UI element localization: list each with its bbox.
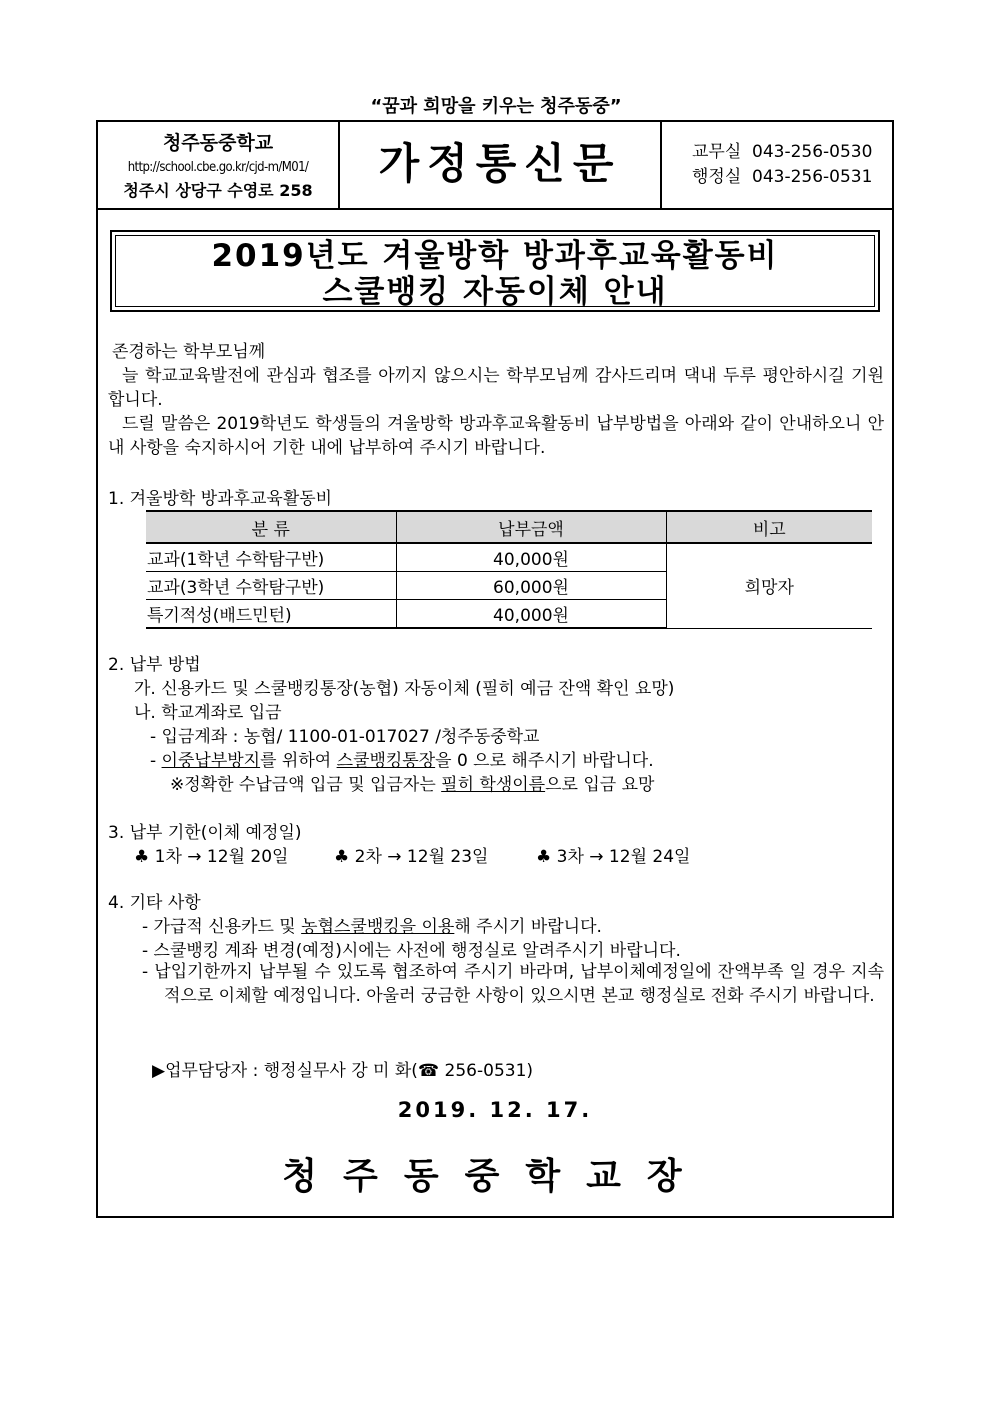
section1-heading: 1. 겨울방학 방과후교육활동비 [108,489,333,509]
newsletter-frame [96,120,894,1218]
deadline-round: ♣ 1차 → 12월 20일 [134,847,289,867]
issue-date: 2019. 12. 17. [397,1098,593,1122]
intro-paragraph-1: 늘 학교교육발전에 관심과 협조를 아끼지 않으시는 학부모님께 감사드리며 댁내 두루 평안하시길 기원합니다. [108,366,884,410]
note-cell: 희망자 [666,543,872,628]
other-item-1-underline: 농협스쿨뱅킹을 이용 [301,917,455,937]
school-url[interactable]: http://school.cbe.go.kr/cjd-m/M01/ [127,160,309,175]
table-row [146,543,872,572]
school-info [98,122,340,208]
account-line: - 입금계좌 : 농협/ 1100-01-017027 /청주동중학교 [150,727,540,747]
amount-cell: 40,000원 [396,543,666,572]
phone-row [692,165,872,190]
other-item-1 [142,912,602,937]
double-pay-suffix: 을 0 으로 해주시기 바랍니다. [435,751,654,771]
contact-suffix: 256-0531) [439,1061,534,1081]
amount-cell: 60,000원 [396,572,666,600]
payment-item-a: 가. 신용카드 및 스쿨뱅킹통장(농협) 자동이체 (필히 예금 잔액 확인 요망) [134,679,675,699]
category-cell: 교과(3학년 수학탐구반) [146,572,396,600]
header [98,122,892,210]
phone-number: 043-256-0531 [752,167,873,187]
section4-heading: 4. 기타 사항 [108,893,201,913]
payment-item-b: 나. 학교계좌로 입금 [134,703,282,723]
column-header: 비고 [666,511,872,543]
double-pay-mid: 를 위하여 [260,751,337,771]
table-header-row [146,511,872,543]
category-cell: 특기적성(배드민턴) [146,600,396,629]
phone-icon: ☎ [417,1061,440,1081]
deposit-note-prefix: ※정확한 수납금액 입금 및 입금자는 [170,775,442,795]
contact-phones [692,140,872,190]
notice-title-line1: 2019년도 겨울방학 방과후교육활동비 [211,238,779,274]
double-pay-underline-2: 스쿨뱅킹통장 [336,751,436,771]
notice-title-inner [115,235,875,310]
category-cell: 교과(1학년 수학탐구반) [146,543,396,572]
contact-person [152,1056,533,1081]
amount-cell: 40,000원 [396,600,666,629]
section3-heading: 3. 납부 기한(이체 예정일) [108,823,302,843]
principal-signature: 청주동중학교장 [282,1156,708,1197]
deposit-note-underline: 필히 학생이름 [441,775,546,795]
deposit-note [170,770,654,795]
school-address: 청주시 상당구 수영로 258 [123,181,313,200]
greeting: 존경하는 학부모님께 [112,342,266,362]
other-item-2: - 스쿨뱅킹 계좌 변경(예정)시에는 사전에 행정실로 알려주시기 바랍니다. [142,941,681,961]
doc-title: 가정통신문 [340,122,662,208]
notice-title-box [110,230,880,312]
section2-heading: 2. 납부 방법 [108,655,201,675]
phone-number: 043-256-0530 [752,142,873,162]
fee-table [146,510,872,629]
slogan: “꿈과 희망을 키우는 청주동중” [370,96,622,117]
deposit-note-suffix: 으로 입금 요망 [545,775,655,795]
contact-prefix: ▶업무담당자 : 행정실무사 강 미 화( [152,1061,418,1081]
intro-paragraph-2: 드릴 말씀은 2019학년도 학생들의 겨울방학 방과후교육활동비 납부방법을 아래와 같이 안내하오니 안내 사항을 숙지하시어 기한 내에 납부하여 주시기 바랍니다. [108,414,884,458]
phone-label: 행정실 [692,167,742,187]
deadline-round: ♣ 2차 → 12월 23일 [334,847,489,867]
column-header: 분 류 [146,511,396,543]
notice-title-line2: 스쿨뱅킹 자동이체 안내 [322,274,668,310]
phone-row [692,140,872,165]
school-name: 청주동중학교 [162,132,274,154]
other-item-3: - 납입기한까지 납부될 수 있도록 협조하여 주시기 바라며, 납부이체예정일에 잔액부족 일 경우 지속적으로 이체할 예정입니다. 아울러 궁금한 사항이 있으시면 본교 행정실로 전화 주시기 바랍니다. [142,962,884,1006]
phone-label: 교무실 [692,142,742,162]
other-item-1-suffix: 해 주시기 바랍니다. [454,917,602,937]
double-pay-underline-1: 이중납부방지 [161,751,261,771]
intro [108,340,884,460]
deadline-round: ♣ 3차 → 12월 24일 [536,847,691,867]
double-pay-prefix: - [150,751,162,771]
column-header: 납부금액 [396,511,666,543]
other-item-1-prefix: - 가급적 신용카드 및 [142,917,302,937]
double-pay-line [150,746,654,771]
